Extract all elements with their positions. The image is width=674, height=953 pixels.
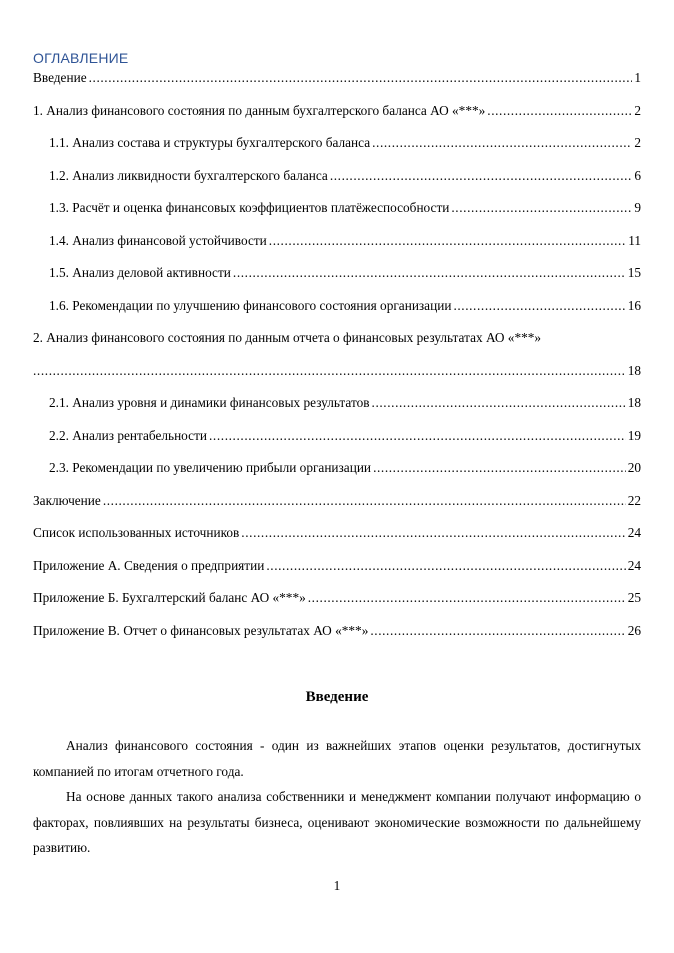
dot-leader bbox=[370, 621, 625, 641]
toc-entry-title: 1.6. Рекомендации по улучшению финансового состояния организации bbox=[49, 297, 452, 313]
dot-leader bbox=[266, 556, 625, 576]
toc-entry-title: 1.1. Анализ состава и структуры бухгалтерского баланса bbox=[49, 135, 371, 150]
toc-entry-appendix-b[interactable] bbox=[33, 588, 641, 621]
dot-leader bbox=[241, 523, 625, 543]
page-number: 1 bbox=[333, 878, 341, 893]
introduction-paragraph: На основе данных такого анализа собственники и менеджмент компании получают информацию о факторах, повлиявших на результаты бизнеса, оценивают экономические возможности по дальнейшему развитию. bbox=[33, 789, 641, 855]
dot-leader bbox=[372, 393, 626, 413]
toc-entry-page: 2 bbox=[634, 102, 641, 118]
toc-entry-page: 24 bbox=[627, 525, 641, 540]
toc-entry-page: 18 bbox=[627, 362, 641, 378]
toc-entry-section-1-2[interactable] bbox=[33, 166, 641, 199]
toc-entry-conclusion[interactable] bbox=[33, 491, 641, 524]
toc-entry-title: 1.4. Анализ финансовой устойчивости bbox=[49, 232, 267, 248]
dot-leader bbox=[308, 588, 626, 608]
toc-entry-page: 25 bbox=[627, 590, 641, 605]
toc-entry-title: Приложение Б. Бухгалтерский баланс АО «***» bbox=[33, 590, 306, 605]
introduction-paragraph: Анализ финансового состояния - один из важнейших этапов оценки результатов, достигнутых компанией по итогам отчетного года. bbox=[33, 738, 641, 779]
dot-leader bbox=[103, 491, 626, 511]
toc-entry-title: Приложение А. Сведения о предприятии bbox=[33, 557, 265, 573]
toc-entry-section-1-6[interactable] bbox=[33, 296, 641, 329]
dot-leader bbox=[209, 426, 626, 446]
toc-entry-page: 24 bbox=[627, 557, 641, 573]
toc-entry-title: 2.2. Анализ рентабельности bbox=[49, 427, 207, 443]
dot-leader bbox=[233, 263, 626, 283]
toc-entry-page: 15 bbox=[627, 265, 641, 280]
introduction-heading: Введение bbox=[305, 689, 369, 705]
toc-entry-title: Введение bbox=[33, 70, 87, 85]
toc-entry-title: 1. Анализ финансового состояния по данным бухгалтерского баланса АО «***» bbox=[33, 102, 486, 118]
dot-leader bbox=[373, 458, 626, 478]
toc-entry-introduction[interactable] bbox=[33, 68, 641, 101]
toc-entry-page: 26 bbox=[627, 622, 641, 638]
toc-entry-page: 2 bbox=[634, 135, 641, 150]
toc-entry-title: Заключение bbox=[33, 492, 101, 508]
toc-entry-section-1-5[interactable] bbox=[33, 263, 641, 296]
toc-entry-page: 6 bbox=[634, 167, 641, 183]
toc-entry-section-1[interactable] bbox=[33, 101, 641, 134]
dot-leader bbox=[330, 166, 633, 186]
toc-entry-page: 16 bbox=[627, 297, 641, 313]
toc-entry-title: Приложение В. Отчет о финансовых результатах АО «***» bbox=[33, 622, 369, 638]
toc-entry-page: 18 bbox=[627, 395, 641, 410]
toc-heading: ОГЛАВЛЕНИЕ bbox=[33, 50, 129, 66]
toc-entry-title: Список использованных источников bbox=[33, 525, 240, 540]
toc-entry-section-1-3[interactable] bbox=[33, 198, 641, 231]
toc-entry-appendix-a[interactable] bbox=[33, 556, 641, 589]
dot-leader bbox=[33, 361, 626, 381]
toc-entry-section-1-4[interactable] bbox=[33, 231, 641, 264]
dot-leader bbox=[89, 68, 633, 88]
dot-leader bbox=[487, 101, 632, 121]
table-of-contents bbox=[33, 68, 641, 653]
toc-entry-section-2-3[interactable] bbox=[33, 458, 641, 491]
toc-entry-section-2[interactable] bbox=[33, 328, 641, 393]
dot-leader bbox=[269, 231, 626, 251]
dot-leader bbox=[451, 198, 632, 218]
dot-leader bbox=[372, 133, 632, 153]
toc-entry-appendix-v[interactable] bbox=[33, 621, 641, 654]
toc-entry-page: 20 bbox=[627, 460, 641, 475]
toc-entry-section-1-1[interactable] bbox=[33, 133, 641, 166]
toc-entry-page: 1 bbox=[634, 70, 641, 85]
toc-entry-section-2-2[interactable] bbox=[33, 426, 641, 459]
dot-leader bbox=[453, 296, 625, 316]
toc-entry-page: 19 bbox=[627, 427, 641, 443]
toc-entry-page: 22 bbox=[627, 492, 641, 508]
toc-entry-page: 11 bbox=[628, 232, 641, 248]
toc-entry-section-2-1[interactable] bbox=[33, 393, 641, 426]
toc-entry-title: 1.5. Анализ деловой активности bbox=[49, 265, 231, 280]
toc-entry-title: 1.3. Расчёт и оценка финансовых коэффициентов платёжеспособности bbox=[49, 200, 450, 215]
toc-entry-title: 2. Анализ финансового состояния по данным отчета о финансовых результатах АО «***» bbox=[33, 330, 542, 345]
toc-entry-title: 2.3. Рекомендации по увеличению прибыли организации bbox=[49, 460, 372, 475]
toc-entry-title: 2.1. Анализ уровня и динамики финансовых результатов bbox=[49, 395, 370, 410]
toc-entry-page: 9 bbox=[634, 200, 641, 215]
toc-entry-references[interactable] bbox=[33, 523, 641, 556]
toc-entry-title: 1.2. Анализ ликвидности бухгалтерского баланса bbox=[49, 167, 328, 183]
